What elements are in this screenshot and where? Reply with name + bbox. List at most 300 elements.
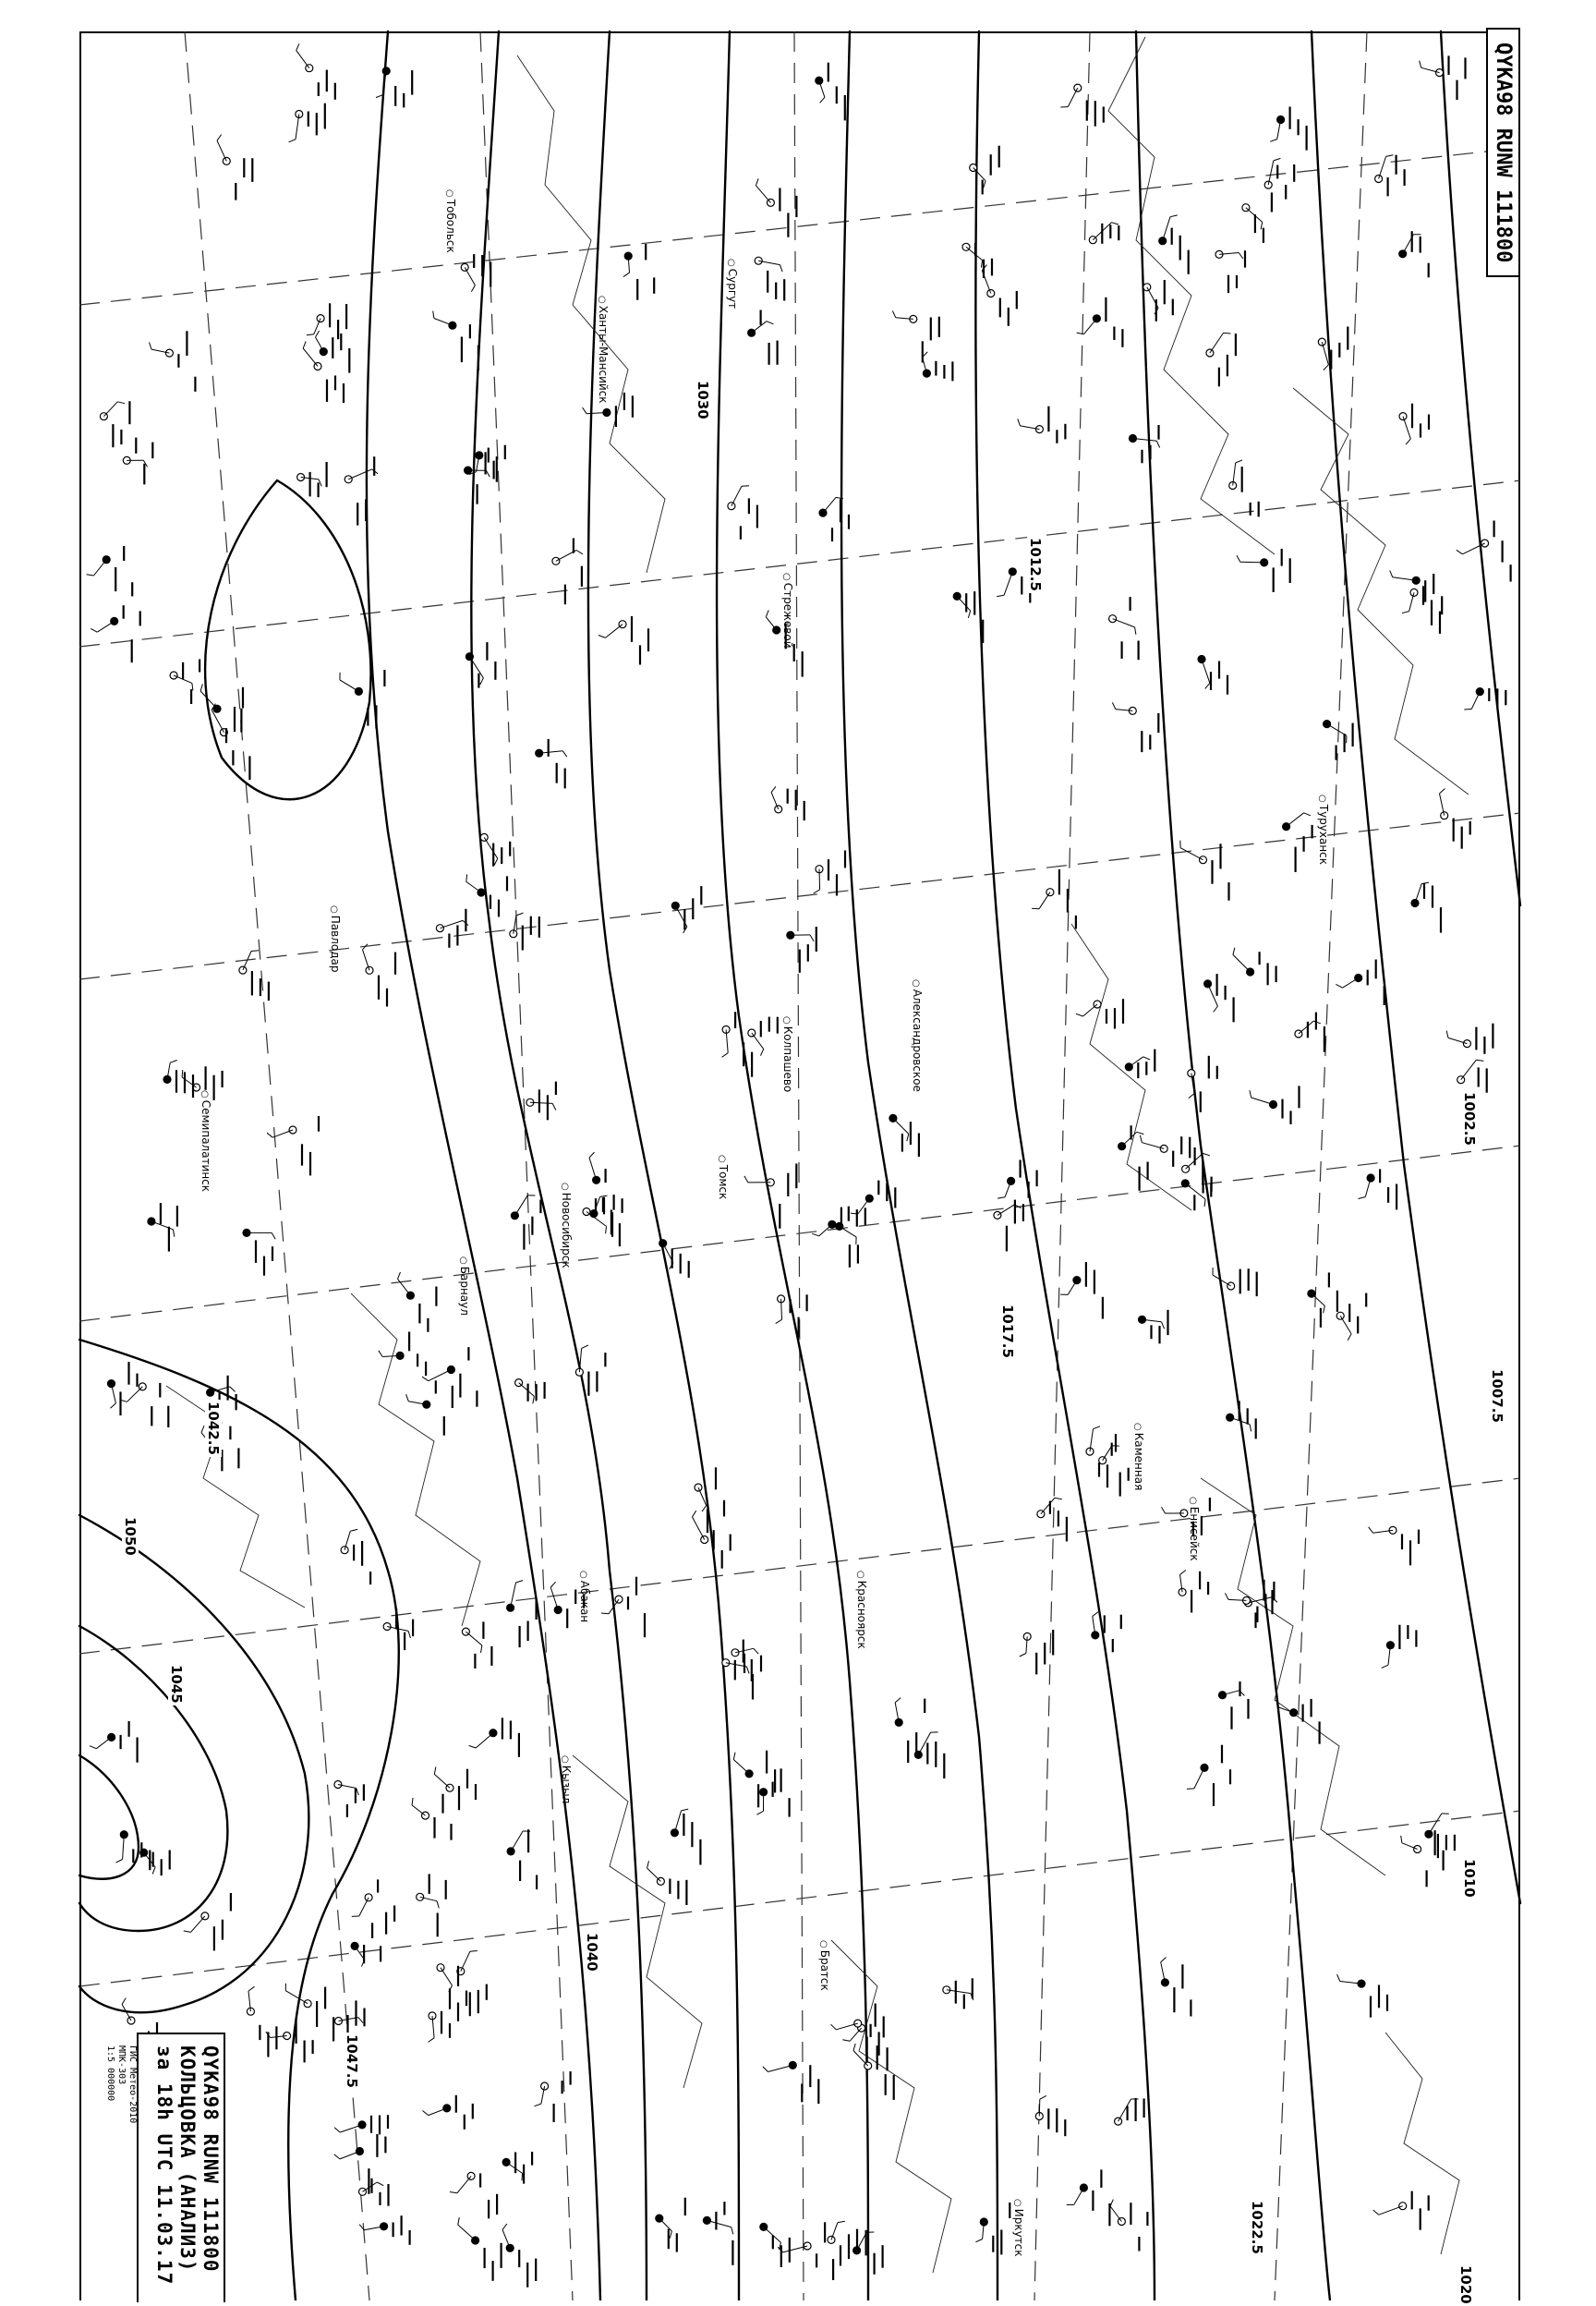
wind-barb-staff — [982, 271, 991, 294]
wind-barb-feather — [1180, 1571, 1186, 1575]
station-plot — [1440, 789, 1470, 849]
wind-barb-staff — [752, 322, 767, 334]
wind-barb-feather — [480, 678, 484, 685]
wind-barb-staff — [127, 1387, 143, 1402]
wind-barb-feather — [91, 628, 97, 632]
header-code-box — [1486, 28, 1520, 277]
legend-time: за 18h UTC 11.03.17 — [152, 2045, 175, 2285]
station-plot — [1401, 1830, 1444, 1887]
station-plot — [526, 1082, 556, 1121]
station-plot — [108, 1362, 138, 1415]
station-plot — [1264, 158, 1294, 199]
station-plot — [656, 2198, 685, 2252]
wind-barb-feather — [398, 1272, 401, 1279]
wind-barb-staff — [272, 1130, 293, 1137]
wind-barb-feather — [1250, 1425, 1251, 1432]
wind-barb-staff — [434, 1774, 450, 1788]
station-plot — [1060, 84, 1104, 127]
station-plot — [457, 1951, 487, 2017]
wind-barb-feather — [623, 273, 630, 277]
wind-barb-staff — [1074, 2188, 1084, 2205]
wind-barb-staff — [823, 497, 836, 513]
wind-barb-feather — [582, 1345, 588, 1348]
wind-barb-staff — [819, 869, 820, 890]
station-plot — [1089, 223, 1118, 244]
wind-barb-feather — [1093, 1612, 1098, 1617]
station-plot — [334, 2134, 386, 2194]
wind-barb-staff — [893, 1118, 909, 1134]
wind-barb-staff — [840, 1226, 856, 1237]
wind-barb-feather — [733, 1753, 735, 1760]
station-plot — [359, 2215, 410, 2245]
wind-barb-staff — [1471, 692, 1480, 710]
station-plot — [1359, 1169, 1397, 1209]
wind-barb-feather — [1224, 333, 1231, 334]
wind-barb-feather — [767, 322, 773, 324]
wind-barb-feather — [722, 1053, 729, 1058]
wind-barb-feather — [600, 1195, 608, 1196]
wind-barb-feather — [200, 684, 202, 691]
city-label: ○ Барнаул — [458, 1256, 471, 1316]
station-plot — [1336, 960, 1384, 1006]
wind-barb-feather — [1324, 1306, 1325, 1314]
wind-barb-feather — [334, 2128, 340, 2132]
wind-barb-feather — [1359, 1197, 1366, 1199]
station-plot — [429, 2003, 459, 2043]
wind-barb-feather — [820, 97, 825, 103]
wind-barb-staff — [766, 617, 776, 630]
wind-barb-feather — [494, 858, 498, 865]
wind-barb-feather — [1203, 1153, 1210, 1155]
station-plot — [376, 67, 412, 108]
wind-barb-staff — [1083, 1004, 1098, 1016]
wind-barb-feather — [1237, 555, 1240, 562]
station-plot — [757, 1768, 790, 1816]
station-plot — [1215, 250, 1245, 293]
wind-barb-staff — [707, 2220, 731, 2227]
isobar-label: 1022.5 — [1249, 2199, 1265, 2256]
wind-barb-feather — [406, 1394, 409, 1402]
wind-barb-feather — [316, 331, 320, 337]
wind-barb-staff — [103, 402, 117, 417]
wind-barb-staff — [918, 1732, 930, 1754]
station-plot — [1204, 974, 1234, 1022]
wind-barb-staff — [836, 2023, 857, 2030]
wind-barb-feather — [182, 1070, 183, 1077]
wind-barb-staff — [605, 625, 623, 638]
wind-barb-feather — [1018, 419, 1021, 426]
wind-barb-feather — [170, 1061, 177, 1063]
station-plot — [461, 254, 490, 292]
wind-barb-feather — [1386, 155, 1394, 157]
wind-barb-feather — [1189, 1094, 1194, 1098]
wind-barb-staff — [458, 2225, 476, 2240]
wind-barb-staff — [589, 1158, 597, 1180]
station-plot — [1187, 1745, 1230, 1806]
wind-barb-staff — [1004, 572, 1012, 595]
wind-barb-feather — [516, 1581, 524, 1583]
wind-barb-feather — [422, 1377, 429, 1381]
city-label: ○ Томск — [717, 1155, 730, 1199]
wind-barb-staff — [440, 920, 463, 928]
wind-barb-staff — [97, 621, 115, 632]
wind-barb-feather — [334, 2154, 340, 2159]
wind-barb-feather — [1214, 1006, 1218, 1013]
wind-barb-feather — [423, 2111, 429, 2116]
wind-barb-feather — [831, 2024, 837, 2030]
station-plot — [994, 1200, 1023, 1252]
station-plot — [814, 851, 845, 896]
station-plot — [589, 1152, 623, 1213]
station-plot — [962, 243, 992, 278]
wind-barb-staff — [1110, 2206, 1121, 2222]
wind-barb-staff — [441, 1968, 453, 1985]
station-plot — [778, 2222, 833, 2280]
wind-barb-staff — [285, 1991, 308, 2004]
wind-barb-feather — [771, 786, 776, 792]
station-plot — [998, 1159, 1037, 1198]
wind-barb-staff — [1403, 417, 1410, 440]
station-plot — [267, 1116, 319, 1175]
station-plot — [469, 1717, 519, 1756]
station-plot — [462, 1621, 491, 1669]
wind-barb-feather — [470, 1951, 478, 1952]
wind-barb-feather — [357, 1789, 359, 1796]
station-plot — [379, 1332, 426, 1377]
station-plot — [359, 2179, 389, 2206]
wind-barb-feather — [437, 1901, 439, 1909]
station-plot — [1115, 2098, 1144, 2125]
station-plot — [748, 1017, 778, 1056]
isobar-label: 1030 — [695, 379, 711, 421]
wind-barb-feather — [754, 1648, 759, 1654]
wind-barb-feather — [87, 575, 94, 576]
city-label: ○ Иркутск — [1012, 2199, 1025, 2257]
wind-barb-feather — [1205, 683, 1210, 688]
station-plot — [1308, 1272, 1337, 1327]
station-plot — [266, 2020, 313, 2062]
wind-barb-feather — [1239, 253, 1243, 260]
legend-projection: МПК-303 — [115, 2045, 127, 2285]
wind-barb-feather — [377, 2182, 383, 2186]
wind-barb-feather — [481, 1645, 482, 1653]
station-plot — [1369, 1526, 1419, 1565]
wind-barb-staff — [96, 1737, 111, 1748]
wind-barb-staff — [476, 1733, 493, 1748]
station-plot — [480, 833, 510, 866]
wind-barb-feather — [732, 2227, 733, 2235]
wind-barb-staff — [296, 51, 309, 68]
wind-barb-staff — [519, 1383, 535, 1397]
station-plot — [335, 2000, 365, 2034]
station-plot — [434, 1767, 476, 1811]
station-plot — [507, 1829, 537, 1889]
station-plot — [247, 1986, 276, 2057]
wind-barb-feather — [1156, 441, 1159, 447]
station-plot — [340, 670, 385, 729]
wind-barb-feather — [780, 265, 782, 273]
station-plot — [1250, 1086, 1300, 1124]
station-plot — [1198, 656, 1227, 695]
station-plot — [1099, 1443, 1129, 1497]
wind-barb-feather — [1390, 570, 1393, 576]
wind-barb-feather — [601, 1613, 609, 1614]
isobar-label: 1017.5 — [999, 1303, 1016, 1360]
station-plot — [417, 1874, 446, 1936]
wind-barb-staff — [693, 1517, 705, 1540]
city-label: ○ Туруханск — [1317, 795, 1330, 865]
station-plot — [892, 310, 938, 362]
station-plot — [1018, 407, 1066, 443]
wind-barb-staff — [1103, 1446, 1112, 1461]
wind-barb-feather — [150, 343, 152, 350]
wind-barb-feather — [670, 2231, 671, 2239]
wind-barb-feather — [1162, 1322, 1165, 1329]
isobar-label: 1020 — [1457, 2264, 1474, 2306]
wind-barb-feather — [289, 140, 296, 142]
wind-barb-staff — [1068, 88, 1078, 107]
city-label: ○ Александровское — [911, 979, 924, 1092]
station-plot — [150, 331, 196, 392]
wind-barb-feather — [1032, 908, 1039, 909]
legend-software: ГИС Метео-2010 — [127, 2045, 138, 2285]
city-label: ○ Семипалатинск — [200, 1090, 212, 1192]
city-label: ○ Енисейск — [1188, 1497, 1201, 1561]
wind-barb-feather — [201, 1426, 204, 1432]
wind-barb-feather — [761, 1049, 764, 1055]
wind-barb-feather — [486, 470, 490, 477]
wind-barb-feather — [307, 334, 314, 335]
wind-barb-feather — [598, 636, 605, 638]
wind-barb-feather — [1076, 1013, 1083, 1016]
wind-barb-staff — [461, 1951, 470, 1972]
wind-barb-staff — [1194, 1767, 1204, 1789]
wind-barb-feather — [267, 1133, 272, 1137]
wind-barb-feather — [1020, 1654, 1026, 1657]
wind-barb-feather — [1236, 460, 1242, 463]
isobars — [79, 31, 1520, 2300]
wind-barb-feather — [1406, 439, 1410, 444]
wind-barb-feather — [968, 611, 970, 618]
station-plot — [819, 497, 849, 541]
isobar-label: 1050 — [122, 1515, 139, 1558]
station-plot — [1179, 1571, 1208, 1613]
station-plot — [1446, 1024, 1493, 1054]
station-plot — [217, 135, 252, 200]
wind-barb-staff — [998, 1205, 1015, 1216]
wind-barb-staff — [1202, 660, 1210, 684]
station-plot — [243, 1229, 275, 1275]
station-plot — [511, 1195, 540, 1250]
station-plot — [1373, 2191, 1429, 2230]
wind-barb-feather — [1161, 1958, 1167, 1962]
wind-barb-feather — [907, 1134, 909, 1141]
wind-barb-feather — [763, 2067, 768, 2072]
wind-barb-staff — [340, 680, 359, 692]
station-plot — [1219, 1681, 1249, 1730]
station-plot — [1130, 425, 1160, 463]
station-plot — [1060, 1262, 1103, 1319]
wind-barb-feather — [1337, 1974, 1340, 1981]
station-plot — [341, 1529, 370, 1584]
wind-barb-staff — [1268, 161, 1274, 185]
station-plot — [1076, 999, 1123, 1028]
station-plot — [671, 1809, 700, 1864]
wind-barb-feather — [1402, 612, 1409, 613]
wind-barb-feather — [434, 1767, 436, 1775]
wind-barb-staff — [1113, 619, 1135, 627]
wind-barb-feather — [892, 310, 895, 317]
station-plot — [1118, 1125, 1148, 1191]
wind-barb-staff — [506, 2162, 523, 2173]
city-label: ○ Каменная — [1132, 1423, 1145, 1490]
wind-barb-feather — [1204, 1199, 1205, 1207]
station-plot — [363, 944, 396, 1007]
wind-barb-staff — [217, 140, 226, 161]
wind-barb-feather — [1457, 550, 1463, 554]
station-plot — [733, 1751, 775, 1808]
station-plot — [285, 1984, 333, 2042]
wind-barb-staff — [191, 1916, 205, 1933]
wind-barb-staff — [457, 2176, 471, 2192]
station-plot — [536, 739, 567, 788]
wind-barb-staff — [733, 1760, 749, 1774]
station-plot — [975, 2203, 1010, 2254]
station-plot — [1464, 688, 1505, 710]
wind-barb-staff — [484, 837, 498, 858]
wind-barb-staff — [858, 1198, 870, 1214]
wind-barb-staff — [966, 247, 983, 260]
station-plot — [760, 2223, 790, 2267]
station-plot — [1411, 882, 1441, 933]
wind-barb-feather — [458, 2217, 460, 2225]
station-plot — [148, 1203, 177, 1252]
city-label: ○ Ханты-Мансийск — [597, 296, 610, 404]
station-plot — [422, 1347, 477, 1407]
wind-barb-feather — [379, 1351, 382, 1357]
wind-barb-feather — [174, 1230, 175, 1237]
wind-barb-staff — [1142, 1143, 1164, 1149]
station-plot — [598, 616, 648, 665]
wind-barb-staff — [674, 1811, 681, 1833]
wind-barb-staff — [1299, 1021, 1313, 1034]
station-plot — [836, 1207, 865, 1244]
wind-barb-staff — [1122, 1132, 1137, 1146]
wind-barb-staff — [1248, 1597, 1272, 1603]
wind-barb-staff — [1068, 1280, 1077, 1295]
station-plot — [1125, 1050, 1155, 1079]
station-plot — [123, 438, 152, 485]
station-plot — [552, 539, 583, 605]
wind-barb-staff — [359, 1898, 369, 1916]
station-plot — [90, 1721, 138, 1763]
wind-barb-feather — [533, 1396, 535, 1403]
wind-barb-feather — [1110, 2200, 1113, 2206]
wind-barb-feather — [122, 1998, 126, 2005]
wind-barb-staff — [1129, 1057, 1143, 1067]
wind-barb-staff — [514, 1195, 527, 1216]
wind-barb-feather — [412, 1798, 413, 1805]
station-plot — [1143, 280, 1173, 322]
city-label: ○ Новосибирск — [560, 1183, 573, 1268]
wind-barb-feather — [272, 1232, 275, 1239]
wind-barb-feather — [756, 178, 758, 186]
wind-barb-staff — [511, 1831, 523, 1851]
wind-barb-feather — [184, 1931, 191, 1933]
station-plot — [1161, 1958, 1191, 2017]
wind-barb-staff — [1233, 954, 1251, 972]
station-plot — [755, 257, 784, 300]
station-plot — [728, 486, 757, 540]
station-plot — [1032, 869, 1076, 929]
station-plot — [1233, 948, 1276, 986]
wind-barb-staff — [340, 2152, 359, 2159]
wind-barb-staff — [756, 186, 770, 203]
wind-barb-feather — [583, 407, 586, 414]
station-plot — [120, 1383, 169, 1427]
isobar-label: 1047.5 — [344, 2033, 360, 2090]
wind-barb-feather — [217, 135, 222, 141]
wind-barb-feather — [776, 1319, 782, 1323]
station-plot — [1109, 597, 1139, 660]
wind-barb-feather — [1369, 1527, 1373, 1533]
header-code: QYKA98 RUNW 111800 — [1492, 42, 1515, 262]
wind-barb-feather — [248, 1986, 255, 1991]
station-plot — [297, 462, 327, 497]
station-plot — [1159, 215, 1189, 274]
wind-barb-feather — [466, 874, 467, 881]
wind-barb-staff — [502, 2229, 510, 2248]
wind-barb-feather — [1143, 1057, 1150, 1060]
wind-barb-staff — [732, 486, 742, 506]
station-plot — [1399, 231, 1429, 277]
station-plot — [748, 310, 778, 365]
station-plot — [345, 456, 378, 525]
wind-barb-staff — [303, 348, 318, 367]
wind-barb-feather — [1112, 702, 1115, 709]
station-plot — [1112, 702, 1158, 752]
wind-barb-feather — [766, 610, 768, 616]
station-plot — [1382, 1625, 1417, 1669]
legend-text — [104, 2045, 222, 2285]
city-label: ○ Тобольск — [444, 189, 457, 253]
wind-barb-staff — [1039, 2099, 1040, 2116]
wind-barb-feather — [433, 311, 434, 319]
isobar-label: 1002.5 — [1461, 1090, 1478, 1147]
wind-barb-feather — [1464, 709, 1471, 710]
wind-barb-staff — [1084, 319, 1097, 334]
station-plot — [1077, 297, 1123, 347]
wind-barb-feather — [975, 2239, 982, 2242]
wind-barb-feather — [998, 1197, 1005, 1198]
station-plot — [510, 913, 539, 950]
wind-barb-feather — [1111, 223, 1118, 225]
wind-barb-feather — [1446, 1031, 1448, 1038]
wind-barb-feather — [757, 1811, 764, 1814]
wind-barb-feather — [358, 2018, 363, 2023]
legend-title: КОЛЬЦОВКА (АНАЛИЗ) — [175, 2045, 199, 2285]
wind-barb-feather — [350, 1529, 357, 1531]
wind-barb-staff — [1041, 1498, 1055, 1513]
wind-barb-feather — [471, 285, 475, 292]
station-plot — [87, 546, 133, 597]
wind-barb-feather — [647, 1861, 649, 1868]
wind-barb-feather — [562, 751, 567, 758]
wind-barb-feather — [1274, 158, 1281, 161]
station-plot — [601, 1577, 645, 1638]
wind-barb-feather — [1055, 1498, 1062, 1499]
station-plot — [1092, 1612, 1121, 1653]
